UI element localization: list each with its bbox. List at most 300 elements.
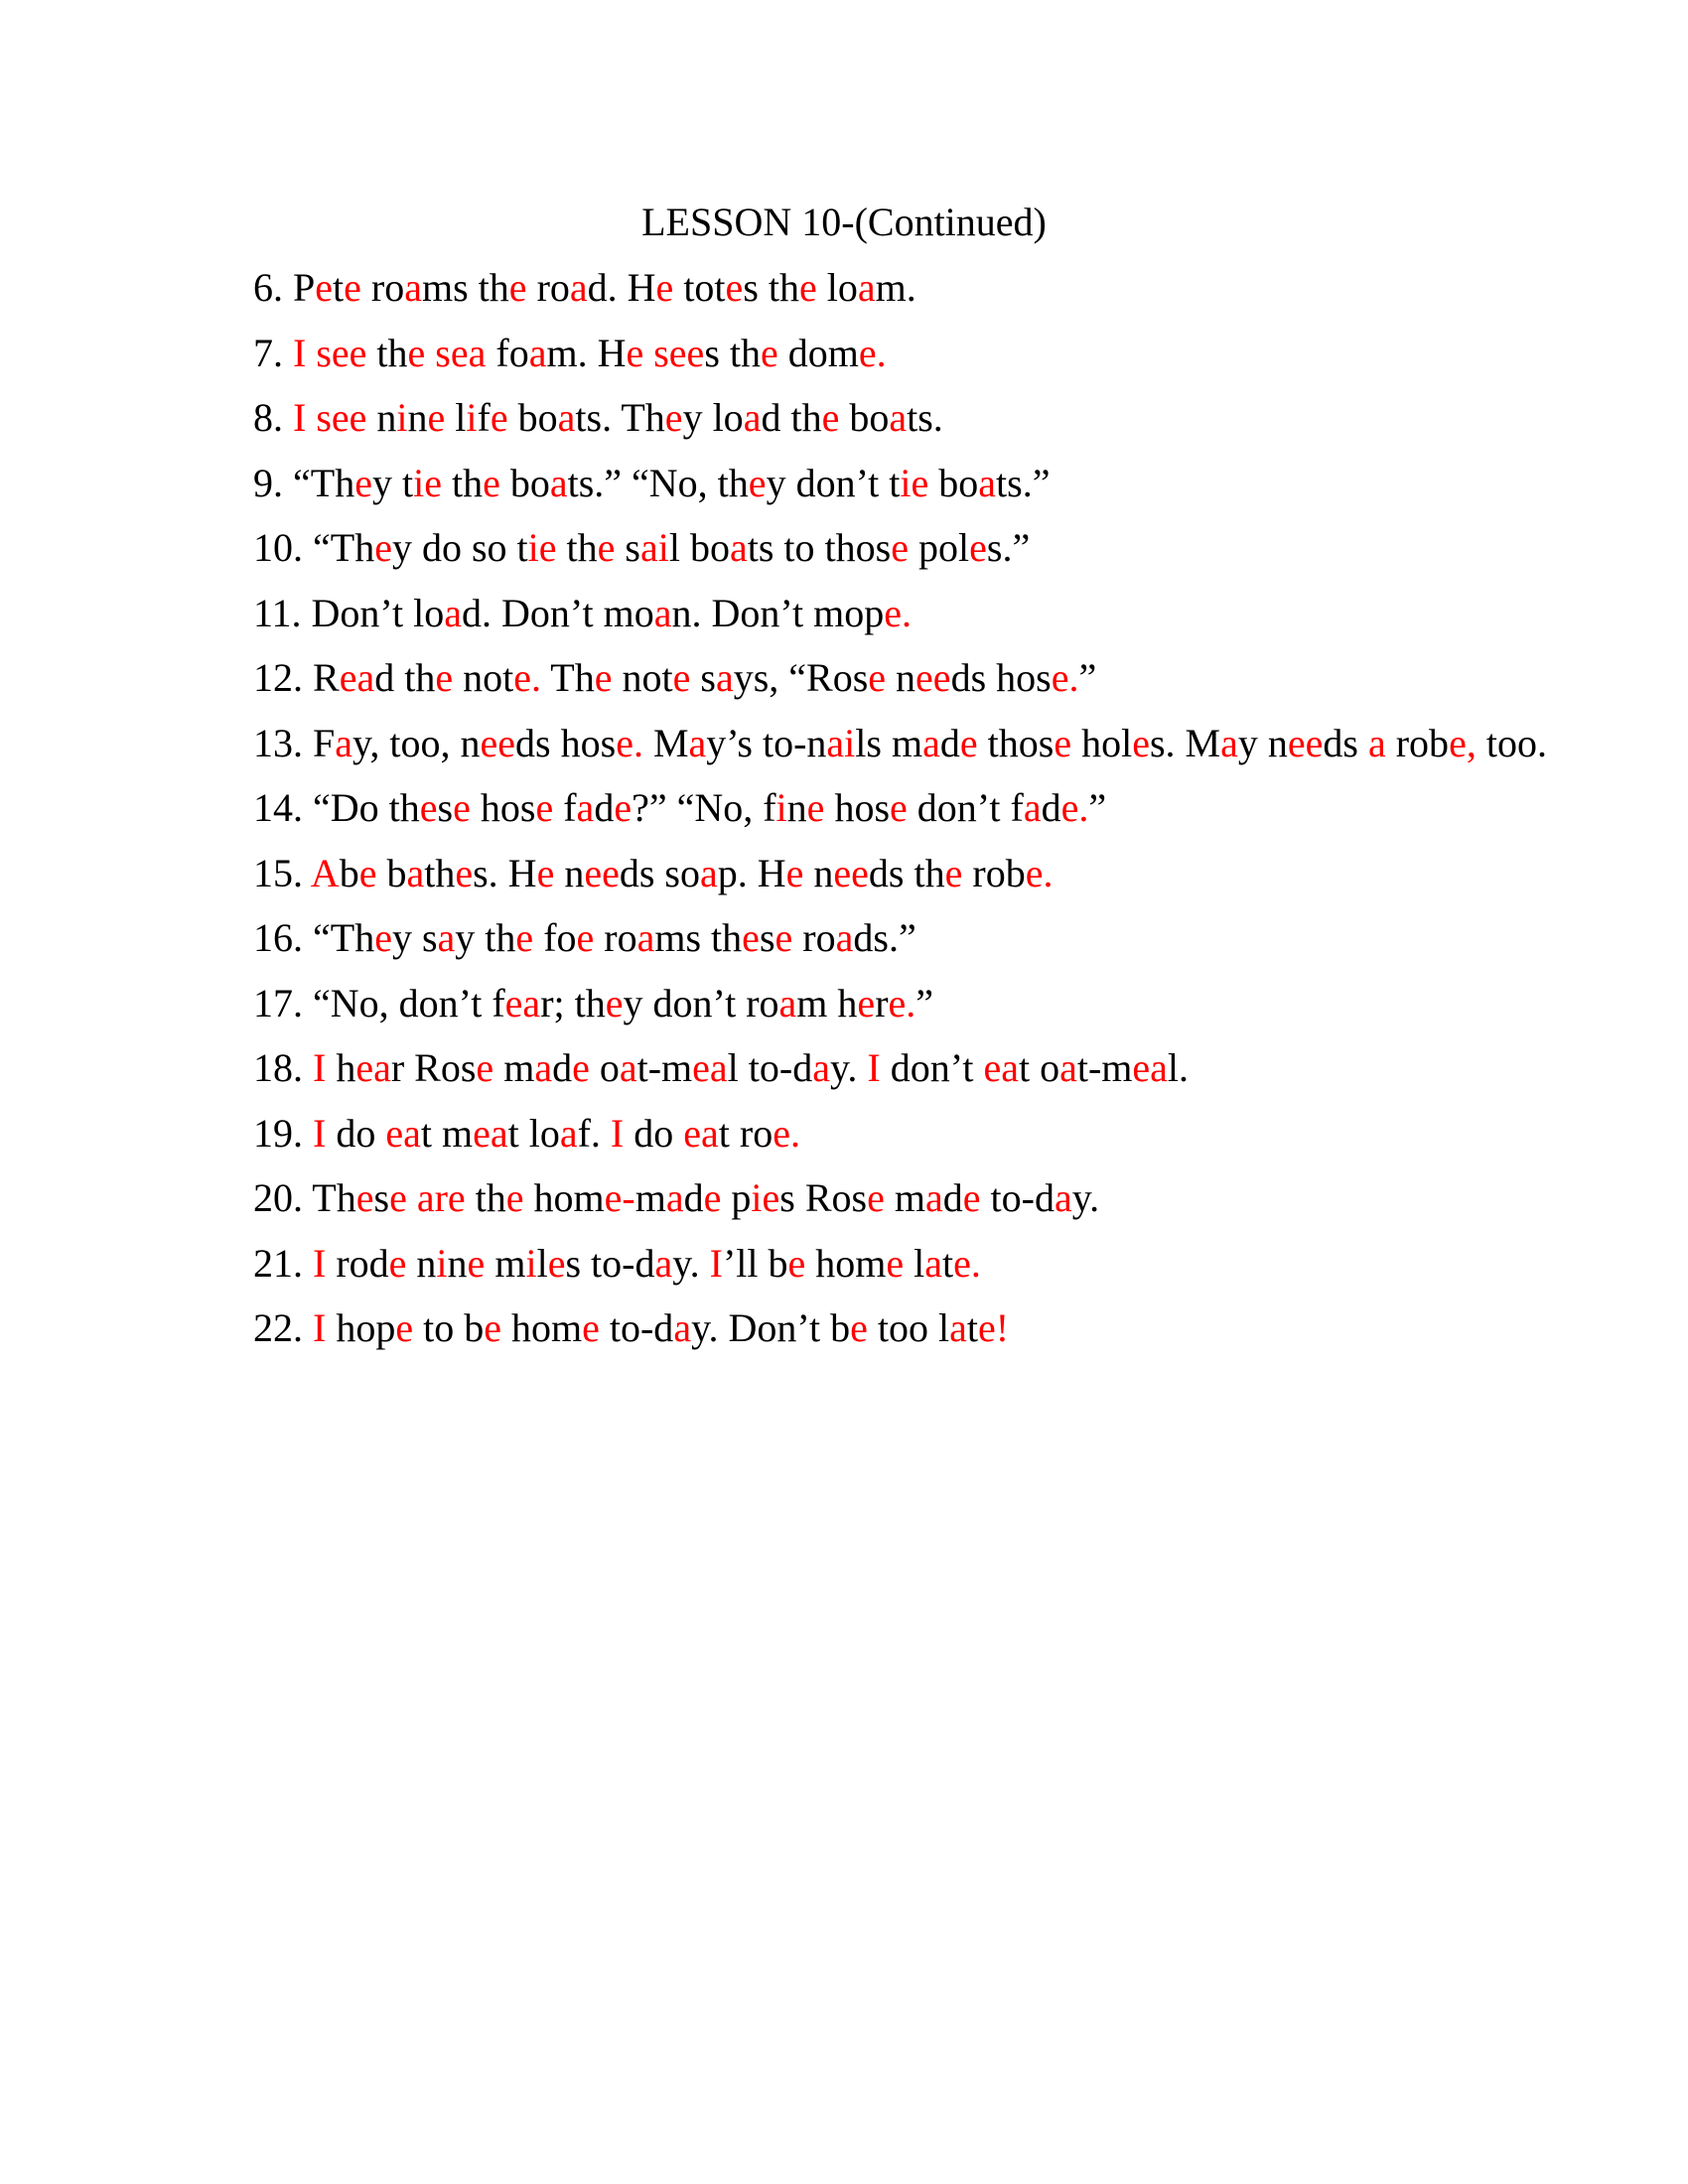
phonics-red-text: e bbox=[505, 1175, 524, 1220]
sentence-text: m. H bbox=[546, 330, 627, 375]
sentence-text: l. bbox=[1167, 1045, 1190, 1090]
phonics-red-text: I see bbox=[293, 330, 367, 375]
phonics-red-text: e bbox=[490, 395, 508, 440]
phonics-red-text: a bbox=[715, 655, 734, 700]
phonics-red-text: a bbox=[437, 915, 456, 960]
phonics-red-text: e bbox=[467, 1240, 486, 1286]
sentence-text: s.” bbox=[986, 525, 1031, 570]
sentence-text: ro bbox=[594, 915, 637, 960]
phonics-red-text: ie bbox=[900, 460, 929, 505]
line-number: 22. bbox=[253, 1305, 313, 1350]
phonics-red-text: a bbox=[534, 1045, 553, 1090]
sentence-text: “Th bbox=[313, 525, 375, 570]
phonics-red-text: e bbox=[354, 460, 372, 505]
phonics-red-text: a bbox=[549, 460, 568, 505]
phonics-red-text: ie bbox=[527, 525, 557, 570]
sentence-text: t-m bbox=[636, 1045, 693, 1090]
phonics-red-text: a bbox=[654, 1240, 673, 1286]
phonics-red-text: ie bbox=[413, 460, 442, 505]
phonics-red-text: ai bbox=[639, 525, 669, 570]
sentence-text: hop bbox=[326, 1305, 396, 1350]
phonics-red-text: i bbox=[466, 395, 478, 440]
phonics-red-text: e bbox=[959, 720, 978, 765]
phonics-red-text: e bbox=[806, 785, 825, 830]
phonics-red-text: e bbox=[594, 655, 613, 700]
sentence-text: hom bbox=[500, 1305, 583, 1350]
phonics-red-text: a bbox=[335, 720, 353, 765]
sentence-text: h bbox=[326, 1045, 356, 1090]
sentence-text: l bbox=[904, 1240, 925, 1286]
phonics-red-text: I see bbox=[293, 395, 367, 440]
sentence-text: R bbox=[313, 655, 340, 700]
phonics-red-text: e bbox=[725, 265, 744, 310]
phonics-red-text: e bbox=[419, 785, 438, 830]
sentence-text: pol bbox=[909, 525, 970, 570]
phonics-red-text: I bbox=[610, 1110, 625, 1156]
line-number: 20. bbox=[253, 1175, 313, 1220]
phonics-red-text: ea bbox=[692, 1045, 728, 1090]
sentence-text: n bbox=[447, 1240, 468, 1286]
sentence-text: not bbox=[453, 655, 514, 700]
sentence-text: th bbox=[366, 330, 408, 375]
sentence-text: ts.” “No, th bbox=[567, 460, 749, 505]
sentence-text: bo bbox=[839, 395, 890, 440]
sentence-text: ts. bbox=[907, 395, 943, 440]
sentence-text: to-d bbox=[980, 1175, 1055, 1220]
phonics-red-text: a bbox=[699, 850, 718, 895]
phonics-red-text: a bbox=[665, 1175, 684, 1220]
phonics-red-text: a bbox=[729, 525, 748, 570]
phonics-red-text: ea bbox=[355, 1045, 391, 1090]
sentence-text: ro bbox=[526, 265, 570, 310]
sentence-text: ds hos bbox=[515, 720, 617, 765]
phonics-red-text: a bbox=[922, 720, 940, 765]
phonics-red-text: e- bbox=[604, 1175, 635, 1220]
sentence-text: ms th bbox=[422, 265, 509, 310]
phonics-red-text: e bbox=[582, 1305, 600, 1350]
sentence-text: n bbox=[886, 655, 916, 700]
line-number: 11. bbox=[253, 590, 312, 635]
phonics-red-text: e bbox=[886, 1240, 905, 1286]
sentence-text bbox=[425, 331, 435, 375]
phonics-red-text: e bbox=[483, 460, 500, 505]
sentence-text: o bbox=[589, 1045, 620, 1090]
phonics-red-text: e. bbox=[616, 720, 643, 765]
sentence-text: s bbox=[690, 655, 716, 700]
line-number: 12. bbox=[253, 655, 313, 700]
sentence-text: d bbox=[552, 1045, 573, 1090]
sentence-line bbox=[253, 460, 1628, 525]
sentence-text: lo bbox=[816, 265, 858, 310]
sentence-text: t lo bbox=[507, 1110, 560, 1156]
sentence-text: ?” “No, f bbox=[632, 785, 776, 830]
phonics-red-text: e bbox=[374, 525, 392, 570]
phonics-red-text: a bbox=[559, 1110, 578, 1156]
sentence-text: don’t f bbox=[907, 785, 1024, 830]
sentence-text: m h bbox=[796, 980, 858, 1025]
sentence-text: to-d bbox=[599, 1305, 674, 1350]
phonics-red-text: e bbox=[508, 265, 527, 310]
sentence-text: s th bbox=[704, 330, 761, 375]
sentence-text: hos bbox=[824, 785, 891, 830]
sentence-line bbox=[253, 264, 1628, 330]
sentence-text: ” bbox=[915, 980, 934, 1025]
sentence-text: p. H bbox=[717, 850, 786, 895]
phonics-red-text: a bbox=[924, 1175, 943, 1220]
phonics-red-text: a bbox=[949, 1305, 967, 1350]
sentence-text: th bbox=[556, 525, 598, 570]
sentence-line bbox=[253, 784, 1628, 850]
sentence-text: d th bbox=[761, 395, 822, 440]
phonics-red-text: e. bbox=[884, 590, 912, 635]
sentence-text: “Th bbox=[293, 460, 355, 505]
phonics-red-text: ea bbox=[504, 980, 541, 1025]
phonics-red-text: e bbox=[355, 1175, 374, 1220]
sentence-text: t ro bbox=[718, 1110, 774, 1156]
sentence-text: bo bbox=[499, 460, 550, 505]
sentence-text: d bbox=[683, 1175, 704, 1220]
sentence-text: n bbox=[786, 785, 807, 830]
phonics-red-text: e bbox=[455, 850, 474, 895]
sentence-text: y. bbox=[829, 1045, 868, 1090]
phonics-red-text: e bbox=[962, 1175, 981, 1220]
phonics-red-text: a bbox=[743, 395, 762, 440]
phonics-red-text: e bbox=[787, 1240, 806, 1286]
sentence-text: s to-d bbox=[565, 1240, 655, 1286]
phonics-red-text: e bbox=[774, 915, 793, 960]
phonics-red-text: e bbox=[821, 395, 840, 440]
sentence-text: y. bbox=[672, 1240, 710, 1286]
phonics-red-text: e bbox=[515, 915, 534, 960]
phonics-red-text: e bbox=[476, 1045, 494, 1090]
phonics-red-text: e bbox=[358, 850, 377, 895]
line-number: 6. bbox=[253, 265, 293, 310]
sentence-text: too. bbox=[1476, 720, 1547, 765]
line-number: 13. bbox=[253, 720, 313, 765]
line-number: 8. bbox=[253, 395, 293, 440]
sentence-text: ys, “Ros bbox=[733, 655, 869, 700]
phonics-red-text: ee bbox=[915, 655, 951, 700]
line-number: 21. bbox=[253, 1240, 313, 1286]
phonics-red-text: a bbox=[889, 395, 908, 440]
phonics-red-text: a bbox=[1220, 720, 1238, 765]
sentence-text: l bbox=[536, 1240, 548, 1286]
line-number: 16. bbox=[253, 915, 313, 960]
phonics-red-text: e. bbox=[888, 980, 916, 1025]
sentence-text: F bbox=[313, 720, 336, 765]
phonics-red-text: e bbox=[547, 1240, 566, 1286]
sentence-text: s Ros bbox=[779, 1175, 868, 1220]
phonics-red-text: a bbox=[1367, 720, 1386, 765]
sentence-text: hol bbox=[1071, 720, 1133, 765]
phonics-red-text: a bbox=[778, 980, 797, 1025]
sentence-text: r; th bbox=[540, 980, 606, 1025]
sentence-text: m bbox=[884, 1175, 925, 1220]
sentence-text: l bbox=[445, 395, 467, 440]
sentence-text: d. Don’t mo bbox=[462, 590, 654, 635]
sentence-text: n bbox=[407, 395, 428, 440]
sentence-text: y do so t bbox=[391, 525, 528, 570]
sentence-text: t bbox=[942, 1240, 954, 1286]
sentence-line bbox=[253, 1240, 1628, 1305]
phonics-red-text: e bbox=[407, 330, 426, 375]
line-number: 7. bbox=[253, 330, 293, 375]
sentence-text: th bbox=[441, 460, 484, 505]
phonics-red-text: e bbox=[857, 980, 876, 1025]
phonics-red-text: e bbox=[890, 785, 908, 830]
phonics-red-text: i bbox=[436, 1240, 448, 1286]
phonics-red-text: e bbox=[597, 525, 616, 570]
line-number: 17. bbox=[253, 980, 313, 1025]
sentence-text: m bbox=[485, 1240, 526, 1286]
sentence-line bbox=[253, 850, 1628, 915]
phonics-red-text: e. bbox=[1060, 785, 1089, 830]
phonics-red-text: ee bbox=[1287, 720, 1324, 765]
sentence-text: d bbox=[594, 785, 615, 830]
phonics-red-text: a bbox=[688, 720, 707, 765]
phonics-red-text: i bbox=[525, 1240, 537, 1286]
sentence-text: too l bbox=[867, 1305, 950, 1350]
page-title: LESSON 10-(Continued) bbox=[641, 200, 1047, 244]
phonics-red-text: e, bbox=[1449, 720, 1477, 765]
sentence-text: ’ll b bbox=[722, 1240, 788, 1286]
line-number: 9. bbox=[253, 460, 293, 505]
phonics-red-text: e bbox=[703, 1175, 722, 1220]
sentence-line bbox=[253, 1044, 1628, 1110]
phonics-red-text: ie bbox=[751, 1175, 780, 1220]
sentence-text: hom bbox=[523, 1175, 605, 1220]
sentence-text: not bbox=[612, 655, 673, 700]
phonics-red-text: I bbox=[313, 1240, 327, 1286]
phonics-red-text: e bbox=[850, 1305, 868, 1350]
sentence-text: ” bbox=[1088, 785, 1107, 830]
phonics-red-text: e bbox=[453, 785, 471, 830]
phonics-red-text: are bbox=[416, 1175, 466, 1220]
sentence-text: ” bbox=[1078, 655, 1097, 700]
phonics-red-text: e bbox=[388, 1240, 407, 1286]
sentence-text: ls m bbox=[855, 720, 923, 765]
phonics-red-text: e bbox=[576, 915, 595, 960]
phonics-red-text: sea bbox=[435, 330, 487, 375]
line-number: 18. bbox=[253, 1045, 313, 1090]
phonics-red-text: e bbox=[572, 1045, 590, 1090]
sentence-text: d bbox=[1041, 785, 1061, 830]
phonics-red-text: ea bbox=[683, 1110, 719, 1156]
sentence-text: t m bbox=[420, 1110, 474, 1156]
phonics-red-text: a bbox=[576, 785, 595, 830]
sentence-text: “Do th bbox=[313, 785, 420, 830]
phonics-red-text: a bbox=[528, 330, 547, 375]
sentence-text: ts. Th bbox=[575, 395, 665, 440]
phonics-red-text: e bbox=[868, 655, 887, 700]
sentence-text: ds hos bbox=[950, 655, 1052, 700]
sentence-text: bo bbox=[507, 395, 558, 440]
line-number: 14. bbox=[253, 785, 313, 830]
sentence-line bbox=[253, 654, 1628, 720]
sentence-text: t-m bbox=[1076, 1045, 1133, 1090]
sentence-text: rob bbox=[962, 850, 1026, 895]
sentence-text: n bbox=[366, 395, 397, 440]
sentence-text: ds.” bbox=[853, 915, 916, 960]
phonics-red-text: e bbox=[761, 330, 778, 375]
phonics-red-text: A bbox=[310, 850, 340, 895]
phonics-red-text: e bbox=[427, 395, 446, 440]
sentence-line bbox=[253, 980, 1628, 1045]
sentence-text: l to-d bbox=[727, 1045, 813, 1090]
phonics-red-text: e. bbox=[1025, 850, 1054, 895]
sentence-text: P bbox=[293, 265, 316, 310]
sentence-text: hom bbox=[805, 1240, 887, 1286]
sentence-text: s. M bbox=[1149, 720, 1221, 765]
sentence-text: r bbox=[875, 980, 889, 1025]
sentence-text: Th bbox=[312, 1175, 356, 1220]
sentence-text: y’s to-n bbox=[706, 720, 827, 765]
line-number: 19. bbox=[253, 1110, 313, 1156]
sentence-text: y don’t ro bbox=[623, 980, 779, 1025]
sentence-text: ds bbox=[1323, 720, 1368, 765]
phonics-red-text: e. bbox=[773, 1110, 800, 1156]
sentence-text: f bbox=[477, 395, 491, 440]
sentence-text: s th bbox=[743, 265, 799, 310]
phonics-red-text: e bbox=[605, 980, 624, 1025]
phonics-red-text: a bbox=[557, 395, 576, 440]
phonics-red-text: ea bbox=[983, 1045, 1019, 1090]
sentence-text: m bbox=[493, 1045, 535, 1090]
phonics-red-text: e bbox=[785, 850, 804, 895]
sentence-text: “No, don’t f bbox=[313, 980, 505, 1025]
phonics-red-text: e bbox=[944, 850, 963, 895]
phonics-red-text: i bbox=[775, 785, 787, 830]
sentence-text: n bbox=[803, 850, 834, 895]
phonics-red-text: e bbox=[742, 915, 760, 960]
sentence-text: y lo bbox=[682, 395, 744, 440]
sentence-line bbox=[253, 1304, 1628, 1370]
sentence-text: y s bbox=[391, 915, 438, 960]
sentence-text: Don’t lo bbox=[311, 590, 445, 635]
sentence-line bbox=[253, 914, 1628, 980]
sentence-text: t bbox=[333, 265, 345, 310]
sentence-text: p bbox=[721, 1175, 752, 1220]
sentence-text: y don’t t bbox=[766, 460, 901, 505]
sentence-text: to b bbox=[413, 1305, 485, 1350]
sentence-text: l bo bbox=[668, 525, 730, 570]
phonics-red-text: a bbox=[1023, 785, 1042, 830]
phonics-red-text: ee bbox=[584, 850, 620, 895]
phonics-red-text: e bbox=[891, 525, 909, 570]
phonics-red-text: e bbox=[626, 330, 644, 375]
sentence-text: bo bbox=[928, 460, 979, 505]
phonics-red-text: I bbox=[709, 1240, 723, 1286]
phonics-red-text: e bbox=[536, 850, 555, 895]
phonics-red-text: ea bbox=[1132, 1045, 1168, 1090]
sentence-text: Th bbox=[540, 655, 595, 700]
sentence-text bbox=[407, 1175, 417, 1220]
sentence-text: ts to thos bbox=[747, 525, 892, 570]
phonics-red-text: e bbox=[315, 265, 334, 310]
sentence-text: ro bbox=[792, 915, 836, 960]
phonics-red-text: a bbox=[673, 1305, 692, 1350]
phonics-red-text: e bbox=[672, 655, 691, 700]
phonics-red-text: a bbox=[857, 265, 876, 310]
sentence-text: f. bbox=[577, 1110, 611, 1156]
sentence-text: y, too, n bbox=[352, 720, 481, 765]
line-number: 15. bbox=[253, 850, 311, 895]
phonics-red-text: e bbox=[395, 1305, 414, 1350]
sentence-text: fo bbox=[533, 915, 577, 960]
phonics-red-text: e bbox=[969, 525, 987, 570]
sentence-text: b bbox=[376, 850, 407, 895]
sentence-line bbox=[253, 524, 1628, 590]
sentence-text: m. bbox=[875, 265, 916, 310]
sentence-text: s bbox=[437, 785, 454, 830]
phonics-red-text: e bbox=[614, 785, 633, 830]
sentence-text: ro bbox=[360, 265, 405, 310]
sentence-text: y. bbox=[1071, 1175, 1100, 1220]
sentence-text: fo bbox=[486, 330, 529, 375]
phonics-red-text: a bbox=[653, 590, 672, 635]
phonics-red-text: I bbox=[313, 1110, 327, 1156]
phonics-red-text: a bbox=[1059, 1045, 1077, 1090]
phonics-red-text: e bbox=[374, 915, 392, 960]
phonics-red-text: a bbox=[404, 265, 422, 310]
phonics-red-text: e bbox=[1132, 720, 1150, 765]
phonics-red-text: e bbox=[435, 655, 454, 700]
sentence-text: do bbox=[326, 1110, 386, 1156]
phonics-red-text: e bbox=[748, 460, 767, 505]
phonics-red-text: a bbox=[1054, 1175, 1072, 1220]
phonics-red-text: e bbox=[664, 395, 683, 440]
sentence-text: rod bbox=[326, 1240, 389, 1286]
sentence-text: n. Don’t mop bbox=[671, 590, 885, 635]
sentence-text bbox=[643, 331, 653, 375]
phonics-red-text: e. bbox=[1051, 655, 1079, 700]
phonics-red-text: e bbox=[1054, 720, 1072, 765]
line-number: 10. bbox=[253, 525, 313, 570]
sentence-text: y th bbox=[455, 915, 516, 960]
phonics-red-text: ai bbox=[826, 720, 856, 765]
sentence-line bbox=[253, 394, 1628, 460]
phonics-red-text: a bbox=[812, 1045, 830, 1090]
phonics-red-text: e. bbox=[858, 330, 887, 375]
phonics-red-text: I bbox=[313, 1045, 327, 1090]
phonics-red-text: a bbox=[619, 1045, 637, 1090]
sentence-text: s bbox=[373, 1175, 390, 1220]
sentence-text: th bbox=[424, 850, 456, 895]
phonics-red-text: e bbox=[535, 785, 554, 830]
sentence-text: y. Don’t b bbox=[691, 1305, 851, 1350]
phonics-red-text: e. bbox=[953, 1240, 981, 1286]
phonics-red-text: a bbox=[444, 590, 462, 635]
phonics-red-text: see bbox=[653, 330, 705, 375]
sentence-list bbox=[253, 264, 1628, 1370]
sentence-line bbox=[253, 330, 1628, 395]
phonics-red-text: e bbox=[389, 1175, 407, 1220]
sentence-text: do bbox=[624, 1110, 684, 1156]
phonics-red-text: e bbox=[867, 1175, 885, 1220]
sentence-text: t bbox=[966, 1305, 978, 1350]
sentence-text: tot bbox=[673, 265, 726, 310]
phonics-red-text: e bbox=[484, 1305, 501, 1350]
sentence-line bbox=[253, 590, 1628, 655]
sentence-text: n bbox=[554, 850, 585, 895]
phonics-red-text: e! bbox=[977, 1305, 1010, 1350]
sentence-text: d bbox=[942, 1175, 963, 1220]
phonics-red-text: ea bbox=[473, 1110, 508, 1156]
phonics-red-text: e bbox=[344, 265, 361, 310]
sentence-text: ds th bbox=[868, 850, 945, 895]
sentence-text: d bbox=[939, 720, 960, 765]
sentence-text: M bbox=[642, 720, 689, 765]
